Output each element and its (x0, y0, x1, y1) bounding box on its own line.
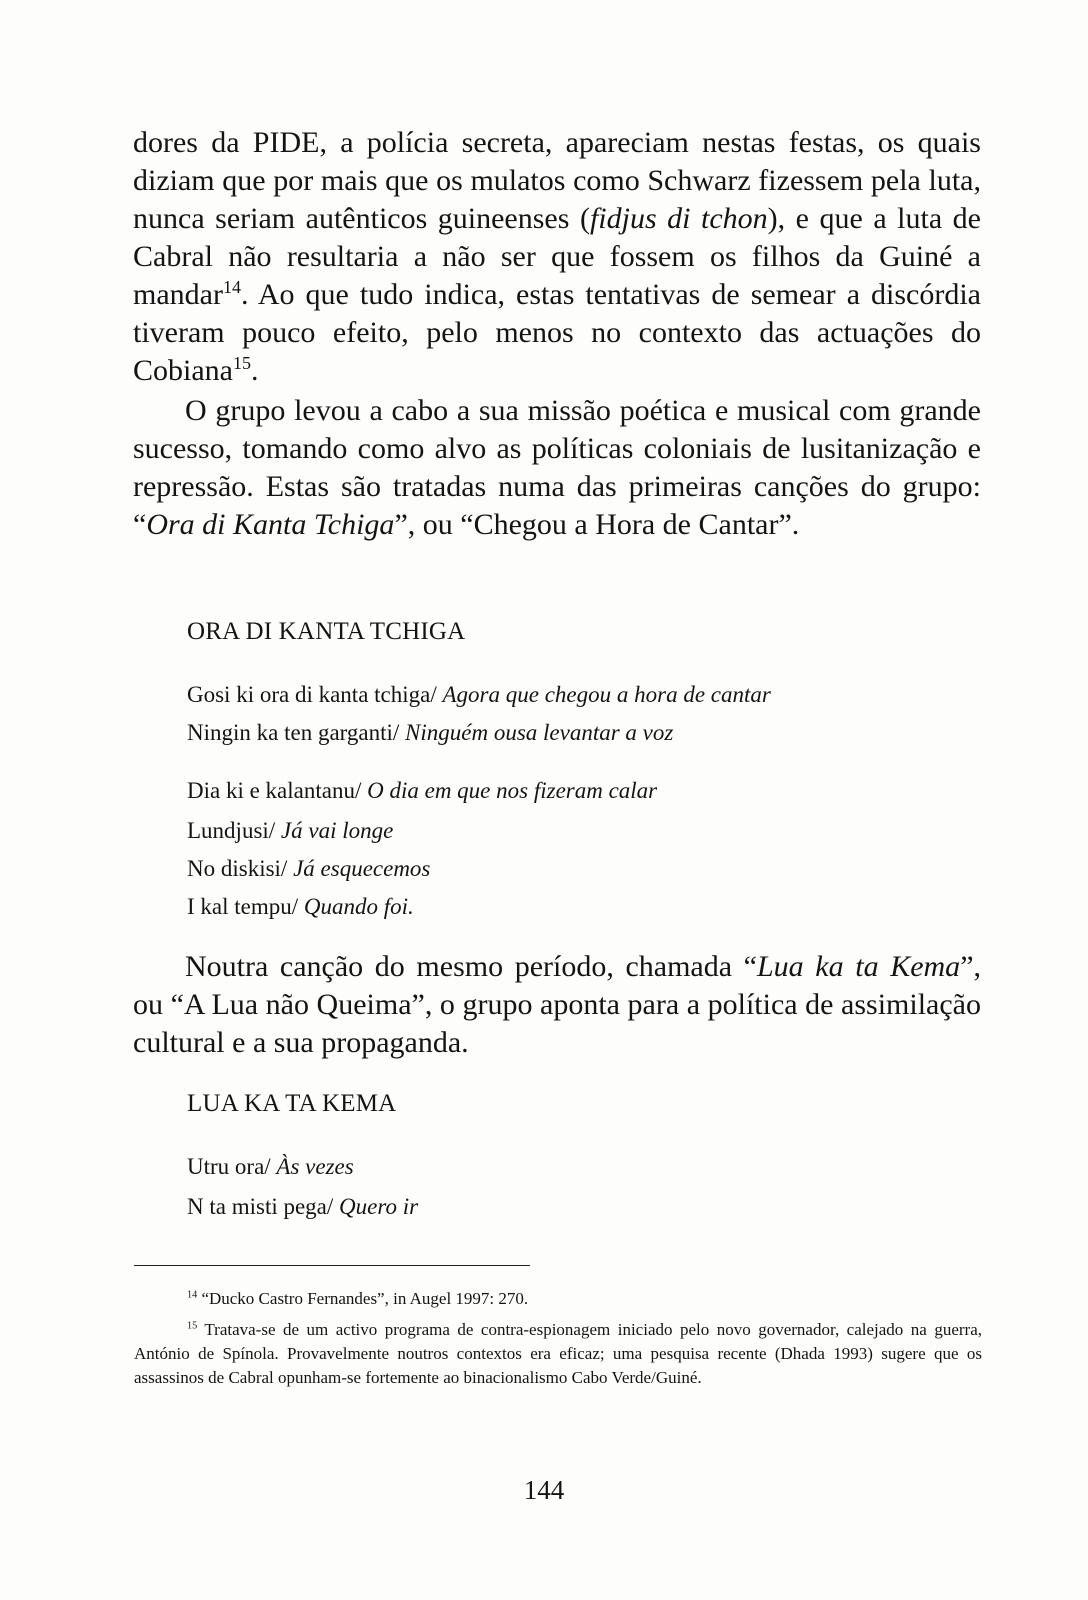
verse-translation: Ninguém ousa levantar a voz (405, 720, 674, 745)
paragraph-1 (133, 124, 981, 390)
paragraph-text: . (250, 354, 259, 387)
paragraph-text: ”, ou “A Lua não Queima”, o grupo aponta para a política de assimilação cultural e a sua propaganda. (133, 950, 982, 1059)
footnote-ref-15[interactable]: 15 (232, 353, 251, 373)
italic-phrase: fidjus di tchon (589, 202, 768, 235)
footnote-ref-14[interactable]: 14 (222, 277, 241, 297)
verse-line (187, 774, 657, 808)
verse-line (187, 852, 430, 886)
verse-original: N ta misti pega/ (187, 1194, 340, 1219)
verse-original: Gosi ki ora di kanta tchiga/ (187, 682, 443, 707)
song-title-italic: Lua ka ta Kema (757, 950, 961, 983)
verse-line (187, 678, 771, 712)
verse-original: No diskisi/ (187, 856, 294, 881)
verse-original: I kal tempu/ (187, 894, 304, 919)
verse-translation: Quero ir (339, 1194, 419, 1219)
paragraph-text: ”, ou “Chegou a Hora de Cantar”. (394, 508, 800, 541)
paragraph-2 (133, 392, 981, 544)
verse-line (187, 716, 673, 750)
footnote-15 (134, 1318, 982, 1390)
paragraph-3 (133, 948, 981, 1062)
verse-translation: Às vezes (276, 1154, 354, 1179)
verse-line (187, 890, 414, 924)
verse-original: Utru ora/ (187, 1154, 277, 1179)
footnote-number: 14 (187, 1289, 198, 1301)
verse-original: Ningin ka ten garganti/ (187, 720, 406, 745)
verse-translation: Já esquecemos (293, 856, 431, 881)
verse-line (187, 1190, 418, 1224)
footnote-text: Tratava-se de um activo programa de contra-espionagem iniciado pelo novo governador, calejado na guerra, António de Spínola. Provavelmente noutros contextos era eficaz; uma pesquisa recente (Dhada 1993) sugere que os assassinos de Cabral opunham-se fortemente ao binacionalismo Cabo Verde/Guiné. (134, 1320, 982, 1387)
verse-line (187, 1150, 354, 1184)
verse-translation: Agora que chegou a hora de cantar (442, 682, 771, 707)
verse-translation: Quando foi. (303, 894, 414, 919)
paragraph-text: O grupo levou a cabo a sua missão poética e musical com grande sucesso, tomando como alvo as políticas coloniais de lusitanização e repressão. Estas são tratadas numa das primeiras canções do grupo: “ (133, 394, 981, 541)
footnote-14 (134, 1287, 982, 1311)
page-number: 144 (523, 1475, 565, 1505)
paragraph-text: dores da PIDE, a polícia secreta, apareciam nestas festas, os quais diziam que por mais que os mulatos como Schwarz fizessem pela luta, nunca seriam autênticos guineenses ( (133, 126, 981, 235)
footnote-separator (134, 1265, 530, 1266)
paragraph-text: Noutra canção do mesmo período, chamada “ (185, 950, 757, 983)
footnote-number: 15 (187, 1320, 198, 1332)
verse-original: Dia ki e kalantanu/ (187, 778, 368, 803)
song-title: LUA KA TA KEMA (187, 1090, 397, 1117)
verse-translation: O dia em que nos fizeram calar (367, 778, 658, 803)
verse-translation: Já vai longe (280, 818, 394, 843)
paragraph-text: . Ao que tudo indica, estas tentativas de semear a discórdia tiveram pouco efeito, pelo menos no contexto das actuações do Cobiana (133, 278, 981, 387)
verse-line (187, 814, 393, 848)
song-title: ORA DI KANTA TCHIGA (187, 618, 466, 645)
footnote-text: “Ducko Castro Fernandes”, in Augel 1997: 270. (201, 1289, 529, 1308)
song-title-italic: Ora di Kanta Tchiga (146, 508, 395, 541)
verse-original: Lundjusi/ (187, 818, 281, 843)
paragraph-text: ), e que a luta de Cabral não resultaria a não ser que fossem os filhos da Guiné a mandar (133, 202, 982, 311)
